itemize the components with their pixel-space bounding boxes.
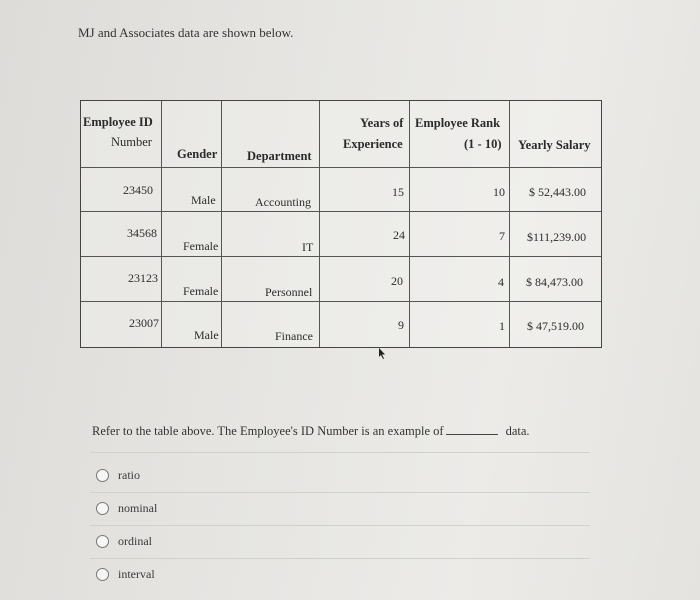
cell-id: 23450: [123, 183, 153, 197]
column-divider: [221, 101, 222, 347]
cell-rank: 4: [498, 275, 504, 289]
cell-gender: Female: [183, 239, 219, 253]
mouse-cursor-icon: [376, 348, 386, 360]
answer-blank: [446, 424, 498, 435]
divider: [90, 558, 590, 559]
question-prompt: Refer to the table above. The Employee's ID Number is an example of: [92, 424, 444, 438]
column-divider: [161, 101, 162, 347]
cell-department: Personnel: [265, 285, 313, 299]
divider: [90, 452, 590, 453]
cell-gender: Male: [191, 193, 216, 207]
option-label: nominal: [118, 501, 158, 515]
cell-rank: 10: [493, 185, 505, 199]
option-ratio[interactable]: [96, 468, 140, 483]
row-divider: [81, 256, 601, 257]
radio-button[interactable]: [96, 502, 109, 515]
cell-department: Accounting: [255, 195, 311, 209]
cell-id: 34568: [127, 226, 157, 240]
header-years-line2: Experience: [343, 137, 403, 151]
cell-rank: 7: [499, 229, 505, 243]
cell-years: 9: [398, 318, 404, 332]
header-rank-line2: (1 - 10): [464, 137, 502, 151]
radio-button[interactable]: [96, 568, 109, 581]
radio-button[interactable]: [96, 469, 109, 482]
cell-salary: $ 52,443.00: [529, 185, 586, 199]
radio-button[interactable]: [96, 535, 109, 548]
header-department: Department: [247, 149, 312, 163]
header-gender: Gender: [177, 147, 218, 161]
row-divider: [81, 211, 601, 212]
intro-text: MJ and Associates data are shown below.: [78, 25, 294, 40]
option-label: interval: [118, 567, 155, 581]
option-nominal[interactable]: [96, 501, 157, 516]
header-yearly-salary: Yearly Salary: [518, 138, 591, 152]
cell-department: Finance: [275, 329, 313, 343]
cell-department: IT: [302, 240, 314, 254]
header-rank-line1: Employee Rank: [415, 116, 501, 130]
option-interval[interactable]: [96, 567, 155, 582]
option-label: ratio: [118, 468, 140, 482]
cell-salary: $111,239.00: [527, 230, 587, 244]
cell-salary: $ 47,519.00: [527, 319, 584, 333]
header-employee-id-line2: Number: [111, 135, 152, 149]
header-employee-id-line1: Employee ID: [83, 115, 153, 129]
cell-gender: Male: [194, 328, 219, 342]
cell-rank: 1: [499, 319, 505, 333]
question-text: [92, 424, 530, 439]
cell-years: 24: [393, 228, 405, 242]
cell-salary: $ 84,473.00: [526, 275, 583, 289]
column-divider: [319, 101, 320, 347]
row-divider: [81, 167, 601, 168]
column-divider: [509, 101, 510, 347]
cell-gender: Female: [183, 284, 219, 298]
divider: [90, 525, 590, 526]
header-years-line1: Years of: [360, 116, 404, 130]
divider: [90, 492, 590, 493]
cell-id: 23123: [128, 271, 158, 285]
row-divider: [81, 301, 601, 302]
option-ordinal[interactable]: [96, 534, 152, 549]
cell-id: 23007: [129, 316, 159, 330]
cell-years: 15: [392, 185, 404, 199]
data-table: [80, 100, 602, 348]
column-divider: [409, 101, 410, 347]
cell-years: 20: [391, 274, 403, 288]
question-suffix: data.: [505, 424, 530, 438]
option-label: ordinal: [118, 534, 152, 548]
